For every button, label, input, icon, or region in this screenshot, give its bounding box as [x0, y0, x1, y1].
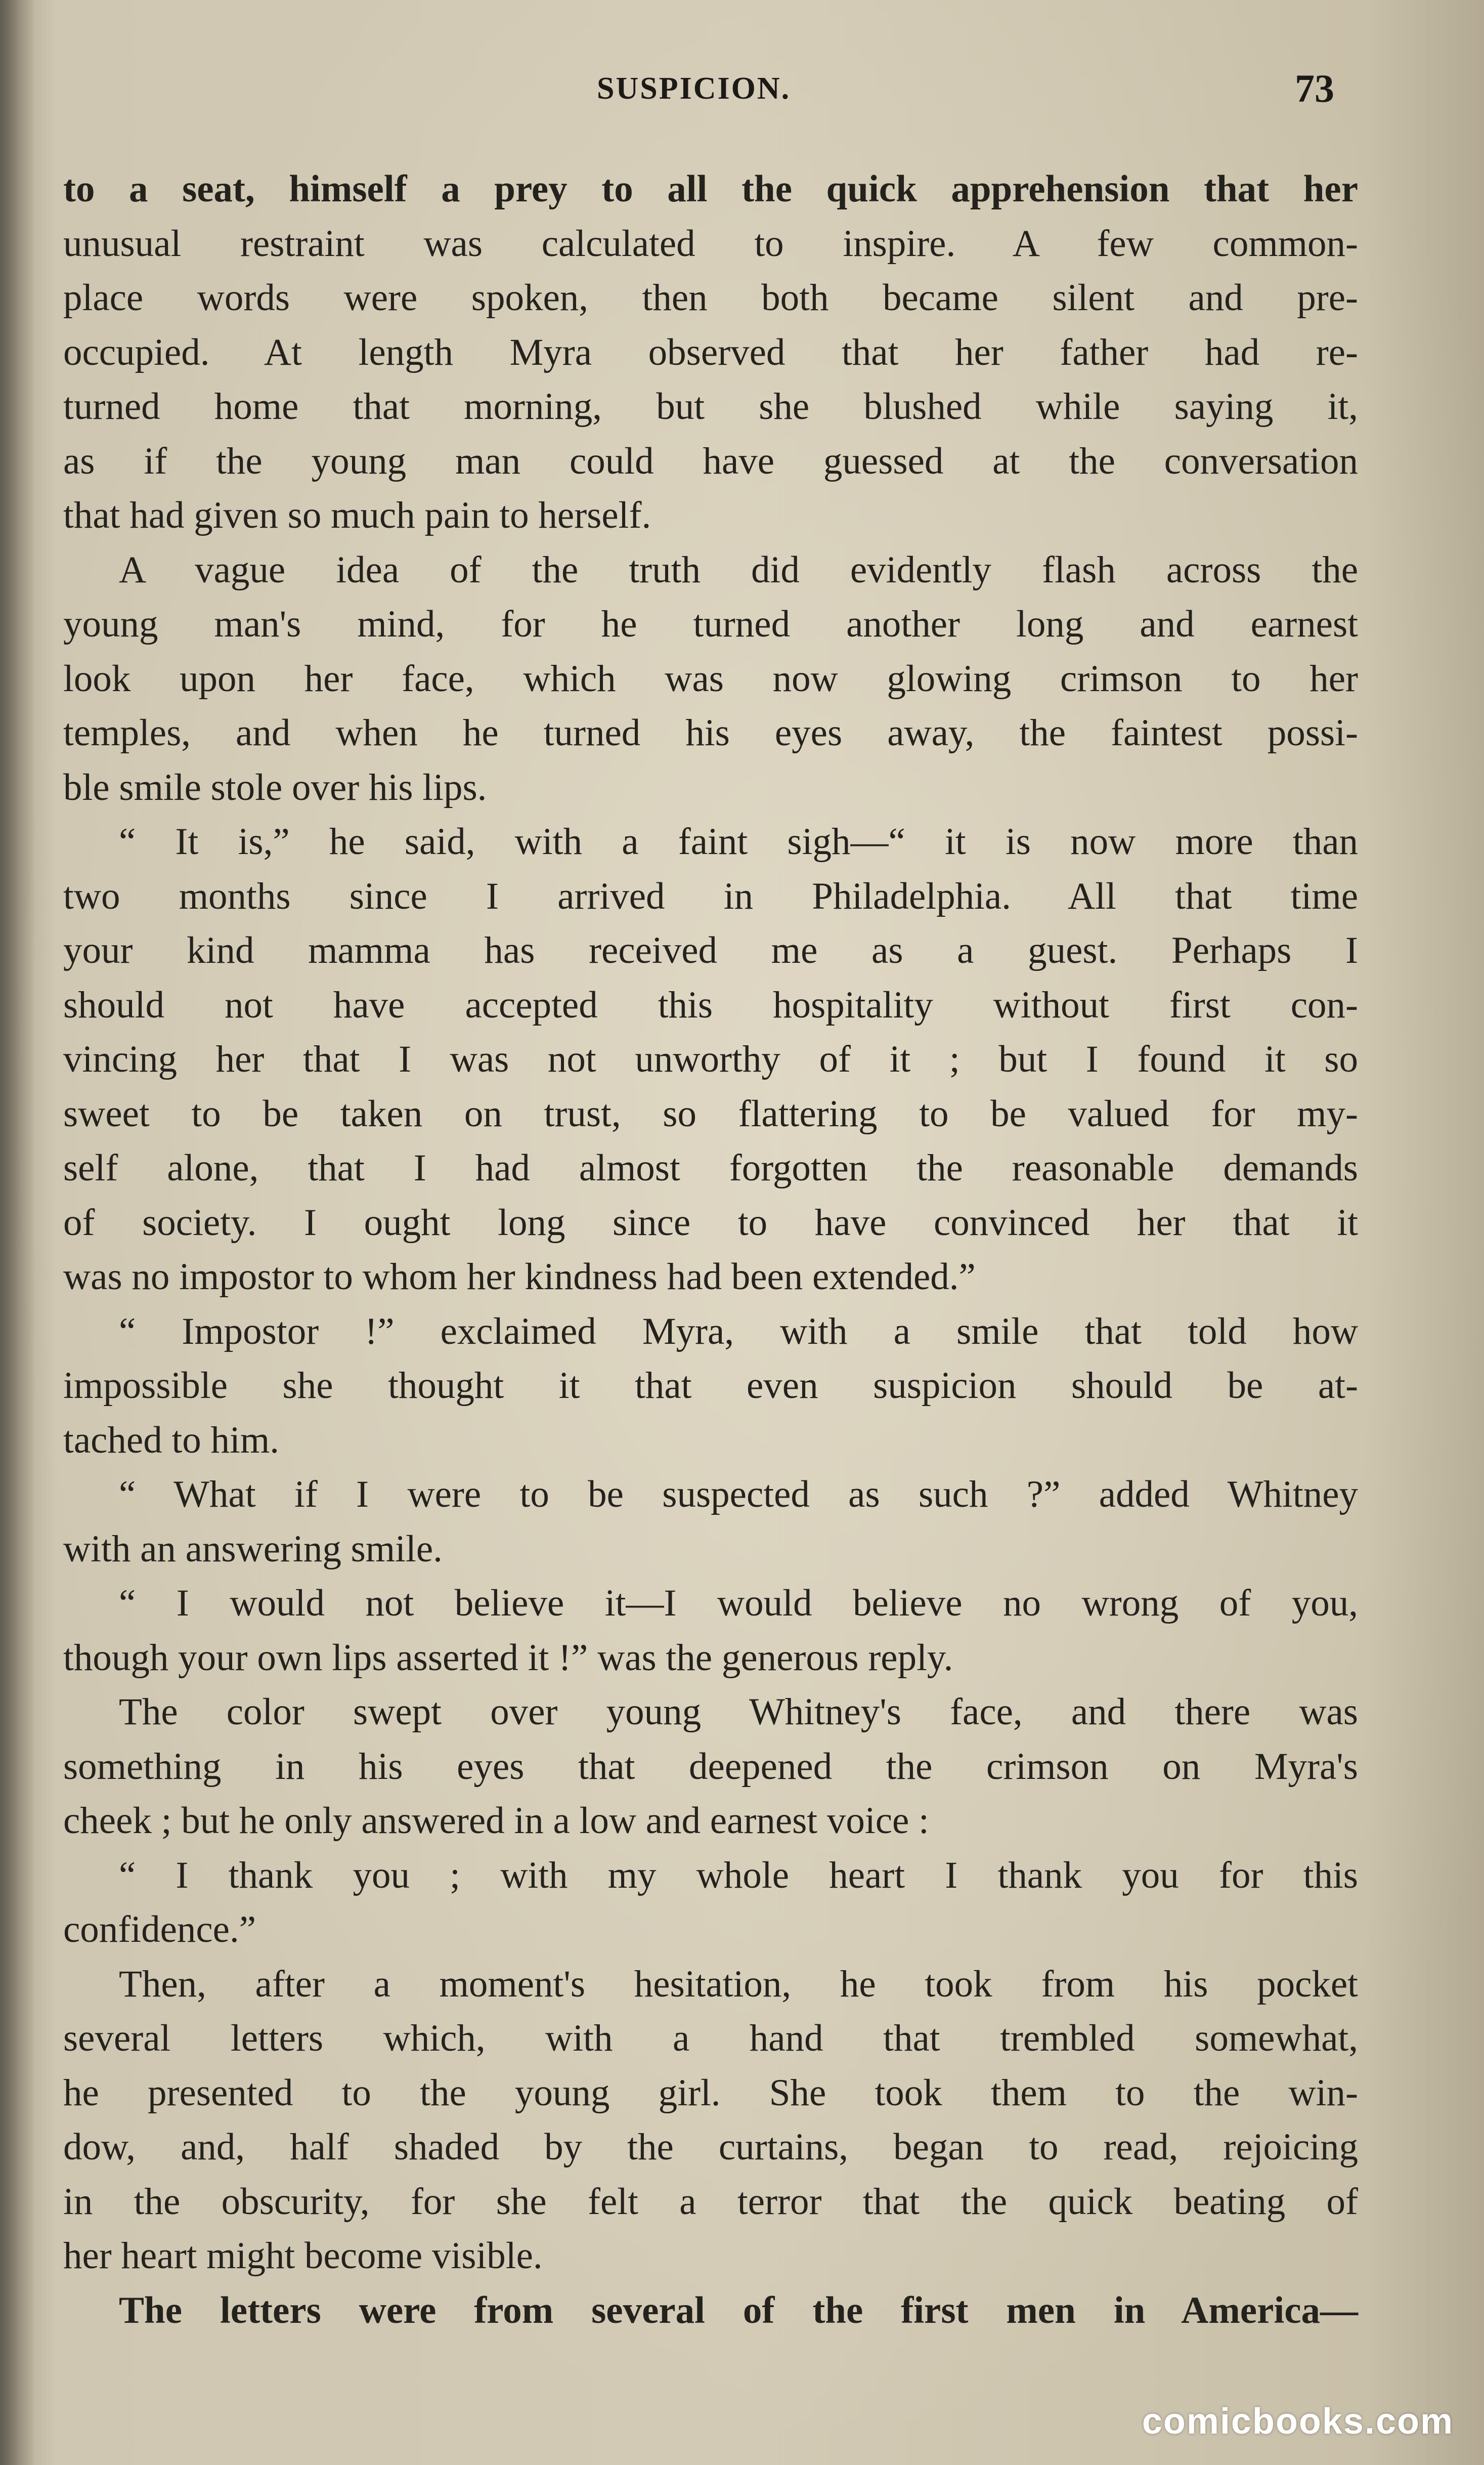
text-line: “ It is,” he said, with a faint sigh—“ it is now more than [119, 821, 1358, 863]
text-line: her heart might become visible. [63, 2235, 543, 2277]
text-line: that had given so much pain to herself. [63, 494, 651, 536]
text-line: should not have accepted this hospitality without first con- [63, 984, 1358, 1026]
text-line: sweet to be taken on trust, so flattering to be valued for my- [63, 1092, 1358, 1135]
text-line: cheek ; but he only answered in a low and earnest voice : [63, 1800, 929, 1842]
text-line: unusual restraint was calculated to inspire. A few common- [63, 222, 1358, 265]
running-head [0, 66, 1484, 126]
body-text [63, 162, 1358, 2338]
text-line: The color swept over young Whitney's face, and there was [119, 1691, 1358, 1733]
text-line: self alone, that I had almost forgotten the reasonable demands [63, 1147, 1358, 1189]
text-line: “ Impostor !” exclaimed Myra, with a smile that told how [119, 1310, 1358, 1352]
text-line: occupied. At length Myra observed that her father had re- [63, 331, 1358, 373]
text-line: several letters which, with a hand that trembled somewhat, [63, 2017, 1358, 2059]
text-line: something in his eyes that deepened the crimson on Myra's [63, 1745, 1358, 1788]
text-line: to a seat, himself a prey to all the quick apprehension that her [63, 168, 1358, 210]
text-line: “ I would not believe it—I would believe no wrong of you, [119, 1582, 1358, 1624]
text-line: in the obscurity, for she felt a terror that the quick beating of [63, 2180, 1358, 2223]
text-line: turned home that morning, but she blushed while saying it, [63, 386, 1358, 428]
text-line: young man's mind, for he turned another long and earnest [63, 603, 1358, 645]
text-line: two months since I arrived in Philadelphia. All that time [63, 875, 1358, 917]
text-line: “ What if I were to be suspected as such ?” added Whitney [119, 1473, 1358, 1515]
text-line: he presented to the young girl. She took them to the win- [63, 2071, 1358, 2114]
text-line: impossible she thought it that even suspicion should be at- [63, 1365, 1358, 1407]
text-line: ble smile stole over his lips. [63, 766, 487, 809]
text-line: confidence.” [63, 1908, 256, 1950]
text-line: of society. I ought long since to have convinced her that it [63, 1201, 1358, 1244]
text-line: tached to him. [63, 1419, 279, 1461]
page-number: 73 [1295, 66, 1334, 110]
text-line: though your own lips asserted it !” was the generous reply. [63, 1636, 953, 1679]
spine-shadow [0, 0, 35, 2465]
text-line: your kind mamma has received me as a guest. Perhaps I [63, 929, 1358, 971]
text-line: The letters were from several of the first men in America— [119, 2289, 1358, 2331]
text-line: with an answering smile. [63, 1527, 443, 1570]
text-line: dow, and, half shaded by the curtains, began to read, rejoicing [63, 2126, 1358, 2168]
text-line: Then, after a moment's hesitation, he took from his pocket [119, 1963, 1358, 2005]
text-line: was no impostor to whom her kindness had been extended.” [63, 1256, 976, 1298]
chapter-title: SUSPICION. [597, 71, 791, 106]
text-line: A vague idea of the truth did evidently flash across the [119, 548, 1358, 591]
text-line: look upon her face, which was now glowing crimson to her [63, 657, 1358, 700]
text-line: “ I thank you ; with my whole heart I thank you for this [119, 1854, 1358, 1896]
text-line: vincing her that I was not unworthy of it ; but I found it so [63, 1038, 1358, 1080]
text-line: temples, and when he turned his eyes away, the faintest possi- [63, 712, 1358, 754]
text-line: as if the young man could have guessed at the conversation [63, 440, 1358, 482]
text-line: place words were spoken, then both became silent and pre- [63, 277, 1358, 319]
watermark: comicbooks.com [1142, 2401, 1454, 2442]
